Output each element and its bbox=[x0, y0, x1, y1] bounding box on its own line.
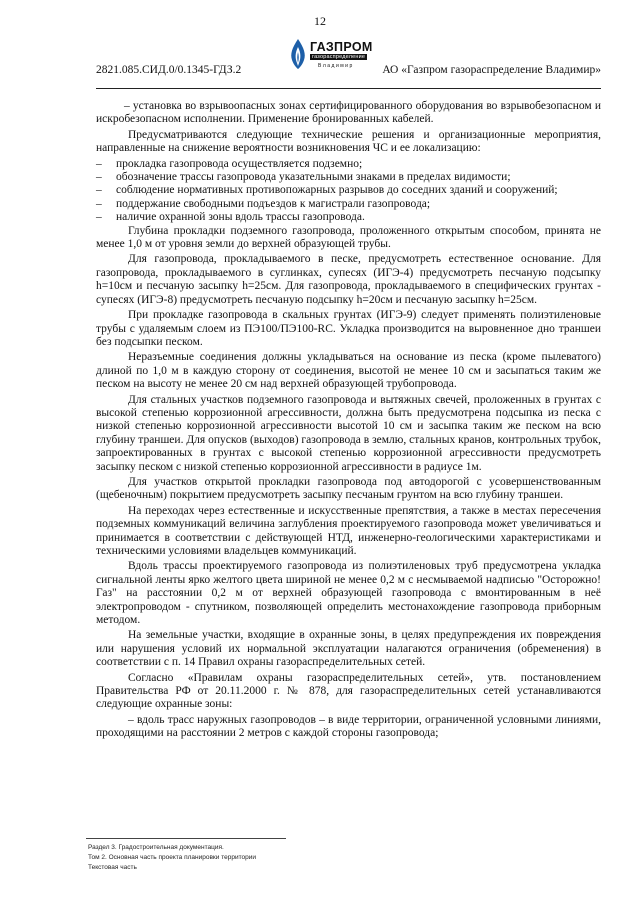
document-header bbox=[96, 38, 601, 94]
logo-subtitle: газораспределение bbox=[312, 54, 366, 60]
page-number: 12 bbox=[314, 14, 326, 28]
list-item: – прокладка газопровода осуществляется подземно; bbox=[96, 158, 601, 171]
paragraph: Согласно «Правилам охраны газораспределительных сетей», утв. постановлением Правительства РФ от 20.11.2000 г. № 878, для газораспределительных сетей устанавливаются следующие охранные зоны: bbox=[96, 671, 601, 711]
paragraph: Неразъемные соединения должны укладываться на основание из песка (кроме пылеватого) длиной по 1,0 м в каждую сторону от соединения, высотой не менее 10 см и засыпаться таким же песком на высоту не менее 20 см над верхней образующей трубопровода. bbox=[96, 351, 601, 391]
header-divider bbox=[96, 88, 601, 89]
measures-list bbox=[96, 158, 601, 225]
organization-name: АО «Газпром газораспределение Владимир» bbox=[382, 64, 601, 76]
gazprom-logo bbox=[288, 38, 380, 82]
footer-part: Текстовая часть bbox=[88, 864, 137, 871]
list-item: – наличие охранной зоны вдоль трассы газопровода. bbox=[96, 211, 601, 224]
logo-city: Владимир bbox=[318, 63, 354, 69]
document-body bbox=[96, 100, 601, 743]
footer-volume: Том 2. Основная часть проекта планировки территории bbox=[88, 854, 256, 861]
flame-icon bbox=[288, 38, 308, 72]
list-item: – обозначение трассы газопровода указательными знаками в пределах видимости; bbox=[96, 171, 601, 184]
paragraph: Вдоль трассы проектируемого газопровода из полиэтиленовых труб предусмотрена укладка сигнальной ленты ярко желтого цвета шириной не менее 0,2 м с несмываемой надписью "Осторожно! Газ" на расстоянии 0,2 м от верхней образующей газопровода с вмонтированным в неё электропроводом - спутником, позволяющей определить местонахождение газопровода приборным методом. bbox=[96, 560, 601, 627]
paragraph: Для стальных участков подземного газопровода и вытяжных свечей, проложенных в грунтах с высокой степенью коррозионной агрессивности, должна быть предусмотрена подсыпка из песка с низкой степенью коррозионной агрессивности высотой 10 см и засыпка таким же песком на всю глубину траншеи. Для опусков (выходов) газопровода в землю, стальных кранов, контрольных трубок, запроектированных в грунтах с высокой степенью коррозионной агрессивности предусмотреть засыпку песком с низкой степенью коррозионной агрессивности в радиусе 1м. bbox=[96, 393, 601, 473]
paragraph: – установка во взрывоопасных зонах сертифицированного оборудования во взрывобезопасном и искробезопасном исполнении. Применение бронированных кабелей. bbox=[96, 100, 601, 126]
paragraph: При прокладке газопровода в скальных грунтах (ИГЭ-9) следует применять полиэтиленовые трубы с удаляемым слоем из ПЭ100/ПЭ100-RC. Укладка производится на выровненное дно траншеи без подсыпки песком. bbox=[96, 309, 601, 348]
paragraph: – вдоль трасс наружных газопроводов – в виде территории, ограниченной условными линиями, проходящими на расстоянии 2 метров с каждой стороны газопровода; bbox=[96, 713, 601, 740]
paragraph: Предусматриваются следующие технические решения и организационные мероприятия, направленные на снижение вероятности возникновения ЧС и ее локализацию: bbox=[96, 128, 601, 155]
list-item: – соблюдение нормативных противопожарных разрывов до соседних зданий и сооружений; bbox=[96, 184, 601, 197]
document-code: 2821.085.СИД.0/0.1345-ГДЗ.2 bbox=[96, 64, 242, 76]
document-footer bbox=[88, 843, 256, 873]
footer-divider bbox=[86, 838, 286, 839]
logo-name: ГАЗПРОМ bbox=[310, 40, 373, 54]
paragraph: Для участков открытой прокладки газопровода под автодорогой с усовершенствованным (щебеночным) покрытием предусмотреть засыпку песчаным грунтом на всю глубину траншеи. bbox=[96, 475, 601, 502]
paragraph: Для газопровода, прокладываемого в песке, предусмотреть естественное основание. Для газопровода, прокладываемого в суглинках, супесях (ИГЭ-4) предусмотреть песчаную подсыпку h=10см и песчаную засыпку h=25см. Для газопровода, прокладываемого в специфических грунтах - супесях (ИГЭ-8) предусмотреть песчаную подсыпку h=20см и песчаную засыпку h=25см. bbox=[96, 253, 601, 306]
paragraph: Глубина прокладки подземного газопровода, проложенного открытым способом, принята не менее 1,0 м от уровня земли до верхней образующей трубы. bbox=[96, 224, 601, 251]
list-item: – поддержание свободными подъездов к магистрали газопровода; bbox=[96, 198, 601, 211]
paragraph: На переходах через естественные и искусственные препятствия, а также в местах пересечения подземных коммуникаций величина заглубления проектируемого газопровода может увеличиваться и принимается в соответствии с действующей НТД, инженерно-геологическими характеристиками и техническими условиями владельцев коммуникаций. bbox=[96, 504, 601, 557]
footer-section: Раздел 3. Градостроительная документация. bbox=[88, 844, 224, 851]
paragraph: На земельные участки, входящие в охранные зоны, в целях предупреждения их повреждения или нарушения условий их нормальной эксплуатации налагаются ограничения (обременения) в соответствии с п. 14 Правил охраны газораспределительных сетей. bbox=[96, 629, 601, 669]
